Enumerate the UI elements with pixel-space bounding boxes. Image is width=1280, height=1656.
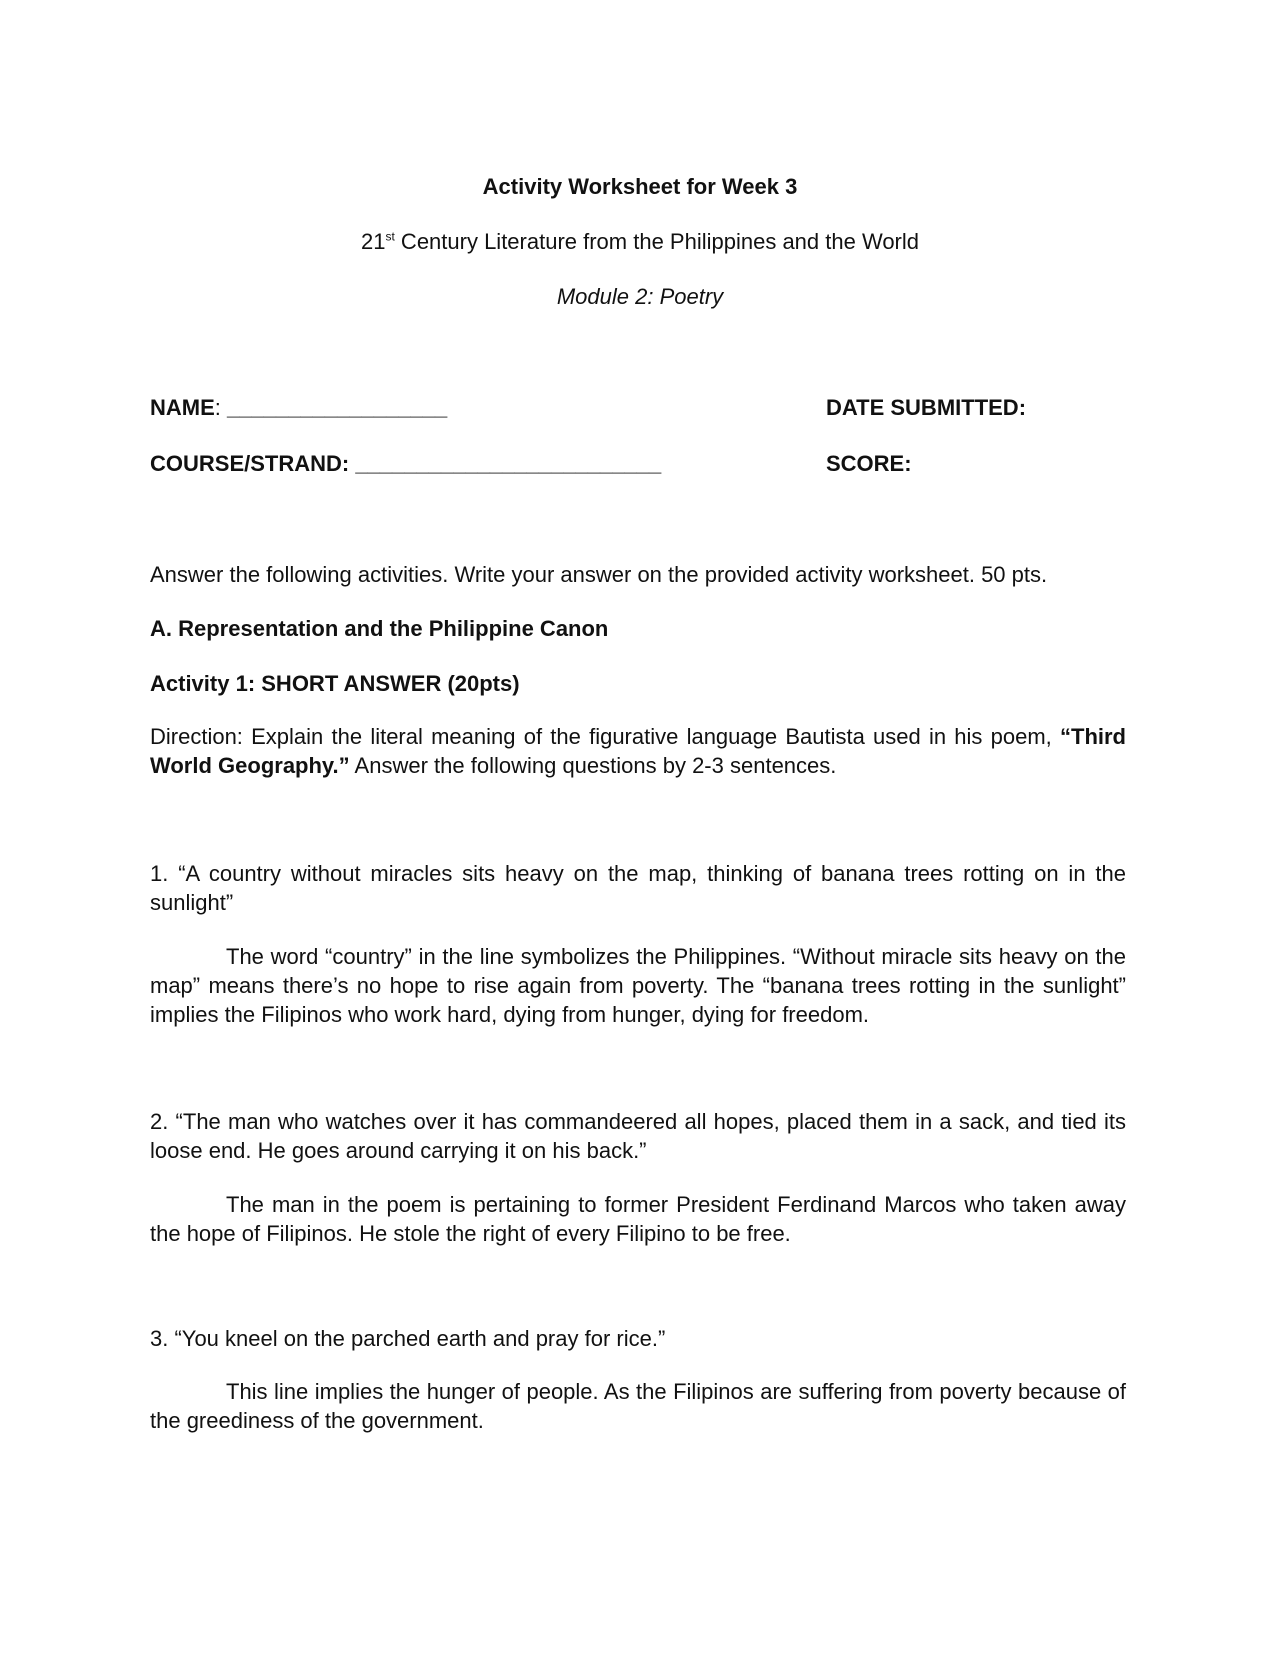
direction-main: Direction: Explain the literal meaning of the figurative language Bautista used in his poem, bbox=[150, 724, 1060, 749]
score-label: SCORE: bbox=[826, 451, 912, 476]
section-heading: A. Representation and the Philippine Canon bbox=[150, 616, 609, 641]
direction-tail: Answer the following questions by 2-3 sentences. bbox=[349, 753, 837, 778]
module-title: Module 2: Poetry bbox=[556, 284, 724, 309]
question-1: 1. “A country without miracles sits heavy on the map, thinking of banana trees rotting on in the sunlight” bbox=[150, 861, 1126, 915]
course-strand-field bbox=[150, 451, 661, 477]
answer-3: This line implies the hunger of people. As the Filipinos are suffering from poverty because of the greediness of the government. bbox=[150, 1379, 1126, 1433]
name-field bbox=[150, 395, 447, 421]
subtitle-rest: Century Literature from the Philippines and the World bbox=[394, 229, 920, 254]
page-title: Activity Worksheet for Week 3 bbox=[482, 174, 798, 199]
subtitle-prefix: 21 bbox=[360, 229, 386, 254]
poem-title: “Third World Geography.” bbox=[150, 724, 1126, 778]
name-label: NAME bbox=[150, 395, 215, 420]
name-blank: __________________ bbox=[220, 395, 448, 420]
course-strand-blank: _________________________ bbox=[355, 451, 662, 476]
question-3: 3. “You kneel on the parched earth and pray for rice.” bbox=[150, 1326, 666, 1351]
subtitle-superscript: st bbox=[385, 229, 395, 244]
direction-text bbox=[150, 722, 1126, 780]
date-submitted-label: DATE SUBMITTED: bbox=[826, 395, 1027, 420]
course-subtitle bbox=[0, 229, 1280, 255]
answer-2: The man in the poem is pertaining to former President Ferdinand Marcos who taken away the hope of Filipinos. He stole the right of every Filipino to be free. bbox=[150, 1192, 1126, 1246]
instructions: Answer the following activities. Write your answer on the provided activity worksheet. 50 pts. bbox=[150, 562, 1048, 587]
name-colon: : bbox=[214, 395, 221, 420]
course-strand-label: COURSE/STRAND: bbox=[150, 451, 356, 476]
answer-1: The word “country” in the line symbolizes the Philippines. “Without miracle sits heavy on the map” means there’s no hope to rise again from poverty. The “banana trees rotting in the sunlight” implies the Filipinos who work hard, dying from hunger, dying for freedom. bbox=[150, 944, 1126, 1027]
question-2: 2. “The man who watches over it has commandeered all hopes, placed them in a sack, and tied its loose end. He goes around carrying it on his back.” bbox=[150, 1109, 1126, 1163]
activity-heading: Activity 1: SHORT ANSWER (20pts) bbox=[150, 671, 520, 696]
